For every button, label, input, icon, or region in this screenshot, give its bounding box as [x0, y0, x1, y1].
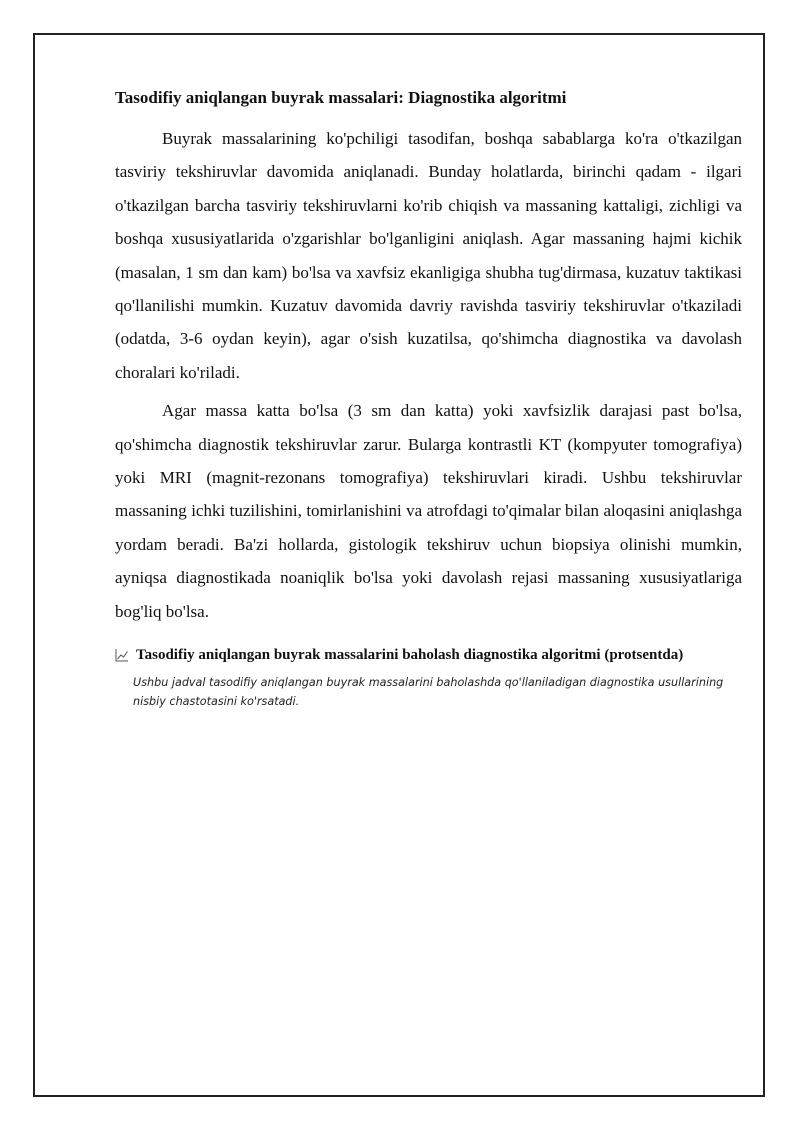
- paragraph-1: Buyrak massalarining ko'pchiligi tasodifan, boshqa sabablarga ko'ra o'tkazilgan tasviriy tekshiruvlar davomida aniqlanadi. Bunday holatlarda, birinchi qadam - ilgari o'tkazilgan barcha tasviriy tekshiruvlarni ko'rib chiqish va massaning kattaligi, zichligi va boshqa xususiyatlarida o'zgarishlar bo'lganligini aniqlash. Agar massaning hajmi kichik (masalan, 1 sm dan kam) bo'lsa va xavfsiz ekanligiga shubha tug'dirmasa, kuzatuv taktikasi qo'llanilishi mumkin. Kuzatuv davomida davriy ravishda tasviriy tekshiruvlar o'tkaziladi (odatda, 3-6 oydan keyin), agar o'sish kuzatilsa, qo'shimcha diagnostika va davolash choralari ko'riladi.: [115, 129, 742, 382]
- document-title: Tasodifiy aniqlangan buyrak massalari: Diagnostika algoritmi: [115, 88, 567, 107]
- figure-title: Tasodifiy aniqlangan buyrak massalarini baholash diagnostika algoritmi (protsentda): [136, 647, 684, 664]
- document-body: [115, 86, 742, 711]
- paragraph-2: Agar massa katta bo'lsa (3 sm dan katta) yoki xavfsizlik darajasi past bo'lsa, qo'shimcha diagnostik tekshiruvlar zarur. Bularga kontrastli KT (kompyuter tomografiya) yoki MRI (magnit-rezonans tomografiya) tekshiruvlari kiradi. Ushbu tekshiruvlar massaning ichki tuzilishini, tomirlanishini va atrofdagi to'qimalar bilan aloqasini aniqlashga yordam beradi. Ba'zi hollarda, gistologik tekshiruv uchun biopsiya olinishi mumkin, ayniqsa diagnostikada noaniqlik bo'lsa yoki davolash rejasi massaning xususiyatlariga bog'liq bo'lsa.: [115, 401, 742, 621]
- figure-description: Ushbu jadval tasodifiy aniqlangan buyrak massalarini baholashda qo'llaniladigan diagnostika usullarining nisbiy chastotasini ko'rsatadi.: [133, 676, 724, 709]
- chart-line-icon: [115, 648, 129, 662]
- figure-caption: [115, 644, 742, 666]
